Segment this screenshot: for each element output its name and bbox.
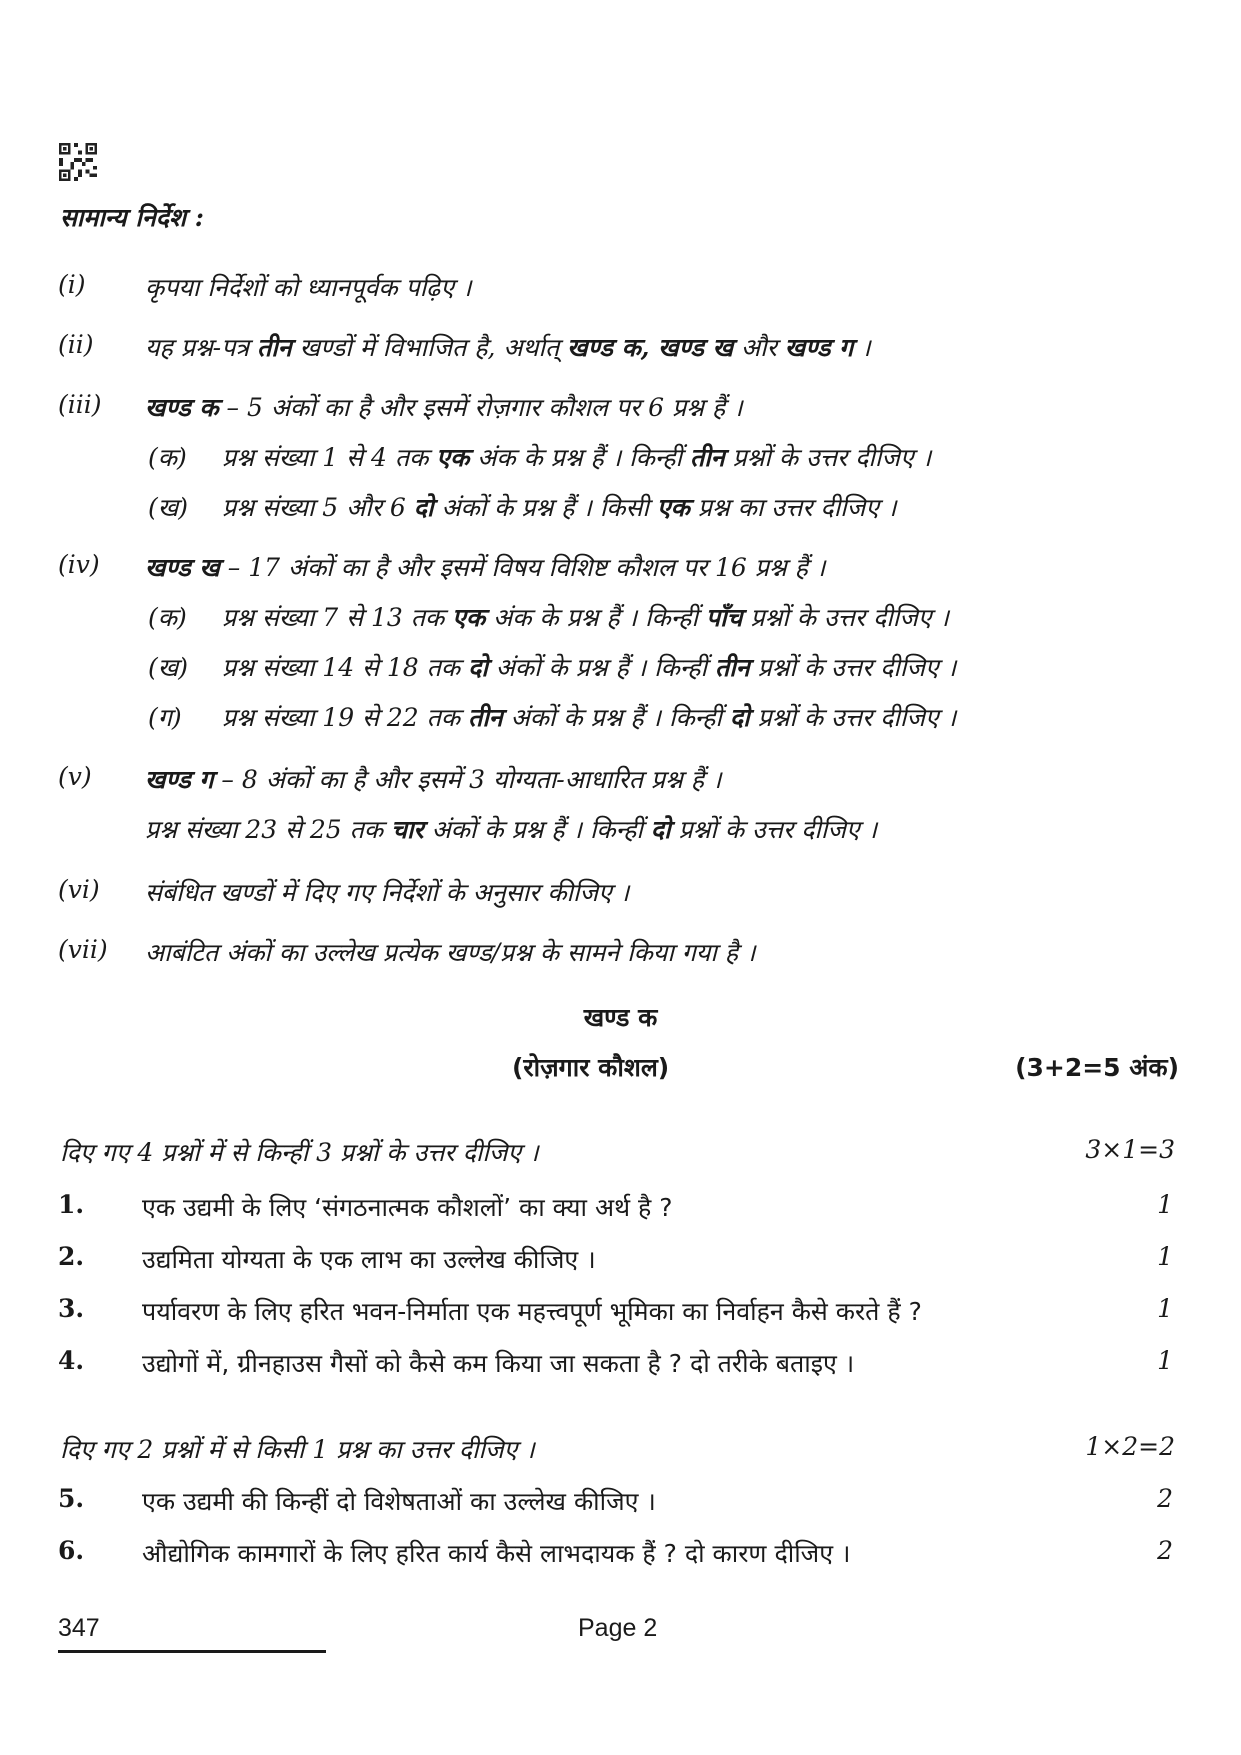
group-marks: 1×2=2 — [1085, 1432, 1175, 1461]
page-number: Page 2 — [578, 1614, 658, 1642]
subitem-mark: (क) — [148, 603, 187, 632]
subitem-text: प्रश्न संख्या 5 और 6 दो अंकों के प्रश्न हैं । किसी एक प्रश्न का उत्तर दीजिए । — [222, 493, 897, 522]
subitem-mark: (ख) — [148, 653, 188, 682]
question-number: 2. — [58, 1242, 85, 1271]
item-number: (i) — [58, 270, 86, 299]
item-text: खण्ड ख – 17 अंकों का है और इसमें विषय विशिष्ट कौशल पर 16 प्रश्न हैं । — [145, 553, 826, 582]
question-text: एक उद्यमी के लिए ‘संगठनात्मक कौशलों’ का क्या अर्थ है ? — [142, 1193, 673, 1222]
item-number: (v) — [58, 762, 92, 791]
item-text: आबंटित अंकों का उल्लेख प्रत्येक खण्ड/प्रश्न के सामने किया गया है । — [145, 938, 756, 967]
question-marks: 1 — [1157, 1242, 1173, 1271]
subitem-text: प्रश्न संख्या 19 से 22 तक तीन अंकों के प्रश्न हैं । किन्हीं दो प्रश्नों के उत्तर दीजिए । — [222, 703, 957, 732]
question-number: 1. — [58, 1190, 85, 1219]
subitem-text: प्रश्न संख्या 1 से 4 तक एक अंक के प्रश्न हैं । किन्हीं तीन प्रश्नों के उत्तर दीजिए । — [222, 443, 932, 472]
item-number: (vi) — [58, 875, 100, 904]
question-text: पर्यावरण के लिए हरित भवन-निर्माता एक महत्त्वपूर्ण भूमिका का निर्वाहन कैसे करते हैं ? — [142, 1297, 922, 1326]
group-marks: 3×1=3 — [1085, 1135, 1175, 1164]
question-text: औद्योगिक कामगारों के लिए हरित कार्य कैसे लाभदायक हैं ? दो कारण दीजिए । — [142, 1539, 851, 1568]
item-number: (iv) — [58, 550, 100, 579]
question-number: 4. — [58, 1346, 85, 1375]
group-instruction: दिए गए 2 प्रश्नों में से किसी 1 प्रश्न का उत्तर दीजिए । — [60, 1435, 535, 1464]
item-text: खण्ड क – 5 अंकों का है और इसमें रोज़गार कौशल पर 6 प्रश्न हैं । — [145, 393, 743, 422]
subitem-text: प्रश्न संख्या 7 से 13 तक एक अंक के प्रश्न हैं । किन्हीं पाँच प्रश्नों के उत्तर दीजिए । — [222, 603, 950, 632]
footer-divider — [58, 1650, 326, 1653]
question-marks: 2 — [1157, 1536, 1173, 1565]
subitem-mark: (क) — [148, 443, 187, 472]
item-text: कृपया निर्देशों को ध्यानपूर्वक पढ़िए । — [145, 273, 472, 302]
subitem-text: प्रश्न संख्या 14 से 18 तक दो अंकों के प्रश्न हैं । किन्हीं तीन प्रश्नों के उत्तर दीजिए । — [222, 653, 957, 682]
question-marks: 1 — [1157, 1294, 1173, 1323]
qr-code-icon — [58, 143, 98, 181]
question-number: 6. — [58, 1536, 85, 1565]
paper-code: 347 — [58, 1614, 100, 1642]
item-text: यह प्रश्न-पत्र तीन खण्डों में विभाजित है, अर्थात् खण्ड क, खण्ड ख और खण्ड ग । — [145, 333, 871, 362]
question-marks: 2 — [1157, 1484, 1173, 1513]
question-text: उद्यमिता योग्यता के एक लाभ का उल्लेख कीजिए । — [142, 1245, 596, 1274]
question-number: 5. — [58, 1484, 85, 1513]
item-number: (ii) — [58, 330, 94, 359]
group-instruction: दिए गए 4 प्रश्नों में से किन्हीं 3 प्रश्नों के उत्तर दीजिए । — [60, 1138, 539, 1167]
section-subheading: (रोज़गार कौशल) — [512, 1053, 670, 1082]
general-instructions-title: सामान्य निर्देश : — [60, 203, 204, 232]
question-marks: 1 — [1157, 1190, 1173, 1219]
subitem-mark: (ख) — [148, 493, 188, 522]
question-number: 3. — [58, 1294, 85, 1323]
question-text: एक उद्यमी की किन्हीं दो विशेषताओं का उल्लेख कीजिए । — [142, 1487, 656, 1516]
question-text: उद्योगों में, ग्रीनहाउस गैसों को कैसे कम किया जा सकता है ? दो तरीके बताइए । — [142, 1349, 855, 1378]
section-marks: (3+2=5 अंक) — [1015, 1053, 1179, 1082]
question-marks: 1 — [1157, 1346, 1173, 1375]
item-number: (iii) — [58, 390, 102, 419]
subitem-mark: (ग) — [148, 703, 182, 732]
item-text: संबंधित खण्डों में दिए गए निर्देशों के अनुसार कीजिए । — [145, 878, 630, 907]
section-heading: खण्ड क — [583, 1003, 658, 1032]
item-text: खण्ड ग – 8 अंकों का है और इसमें 3 योग्यता-आधारित प्रश्न हैं । — [145, 765, 722, 794]
subitem-text: प्रश्न संख्या 23 से 25 तक चार अंकों के प्रश्न हैं । किन्हीं दो प्रश्नों के उत्तर दीजिए । — [145, 815, 878, 844]
item-number: (vii) — [58, 935, 108, 964]
